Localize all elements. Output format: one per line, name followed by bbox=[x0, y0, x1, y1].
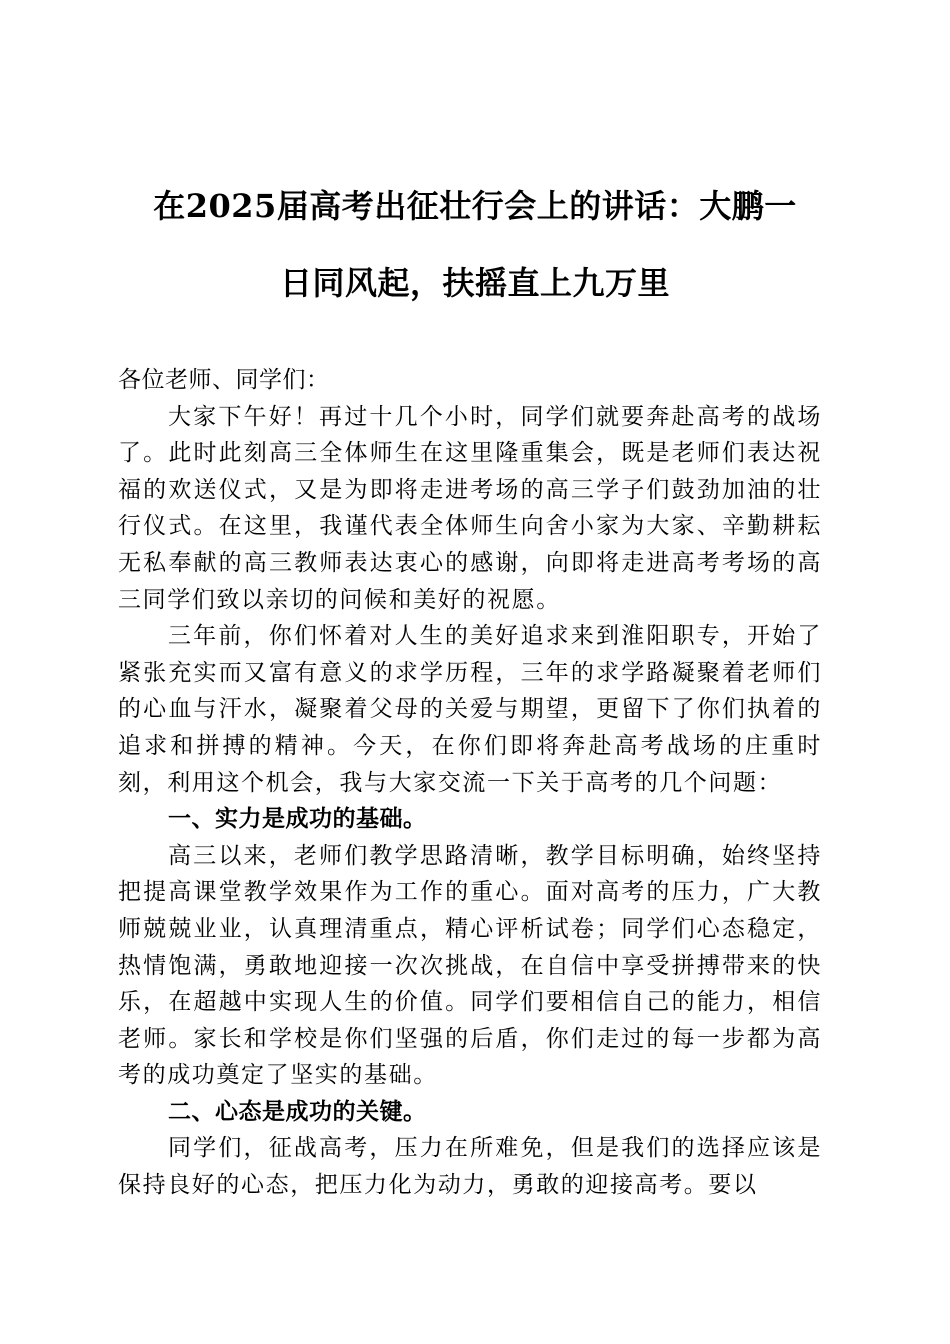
document-body bbox=[118, 362, 822, 1204]
body-paragraph: 三年前，你们怀着对人生的美好追求来到淮阳职专，开始了紧张充实而又富有意义的求学历程，三年的求学路凝聚着老师们的心血与汗水，凝聚着父母的关爱与期望，更留下了你们执着的追求和拼搏的精神。今天，在你们即将奔赴高考战场的庄重时刻，利用这个机会，我与大家交流一下关于高考的几个问题： bbox=[118, 623, 822, 796]
body-paragraph: 大家下午好！再过十几个小时，同学们就要奔赴高考的战场了。此时此刻高三全体师生在这里隆重集会，既是老师们表达祝福的欢送仪式，又是为即将走进考场的高三学子们鼓劲加油的壮行仪式。在这里，我谨代表全体师生向舍小家为大家、辛勤耕耘无私奉献的高三教师表达衷心的感谢，向即将走进高考考场的高三同学们致以亲切的问候和美好的祝愿。 bbox=[118, 403, 822, 613]
body-paragraph: 高三以来，老师们教学思路清晰，教学目标明确，始终坚持把提高课堂教学效果作为工作的重心。面对高考的压力，广大教师兢兢业业，认真理清重点，精心评析试卷；同学们心态稳定，热情饱满，勇敢地迎接一次次挑战，在自信中享受拼搏带来的快乐，在超越中实现人生的价值。同学们要相信自己的能力，相信老师。家长和学校是你们坚强的后盾，你们走过的每一步都为高考的成功奠定了坚实的基础。 bbox=[118, 842, 822, 1089]
salutation: 各位老师、同学们： bbox=[118, 367, 330, 393]
title-line-2: 日同风起，扶摇直上九万里 bbox=[279, 264, 670, 302]
section-heading: 二、心态是成功的关键。 bbox=[168, 1098, 427, 1125]
document-title bbox=[118, 168, 832, 322]
body-paragraph: 同学们，征战高考，压力在所难免，但是我们的选择应该是保持良好的心态，把压力化为动力，勇敢的迎接高考。要以 bbox=[118, 1135, 822, 1199]
title-line-1: 在2025届高考出征壮行会上的讲话：大鹏一 bbox=[153, 187, 797, 225]
section-heading: 一、实力是成功的基础。 bbox=[168, 806, 427, 833]
